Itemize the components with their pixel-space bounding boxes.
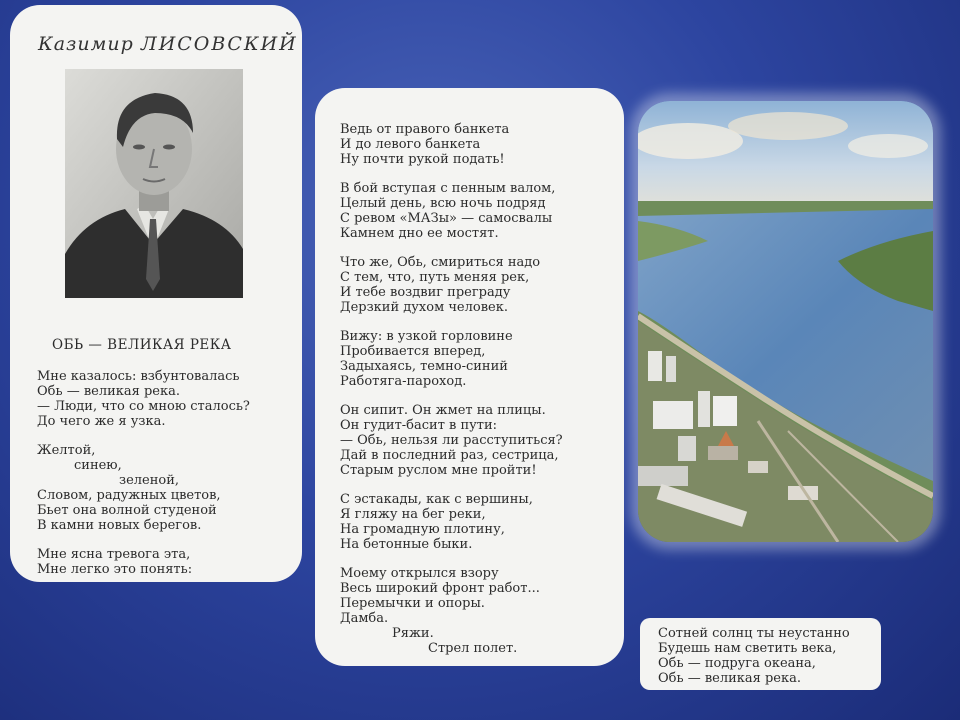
poem-line: Дамба.: [340, 611, 389, 626]
poem-line: С эстакады, как с вершины,: [340, 492, 533, 507]
author-portrait: [65, 69, 243, 298]
poem-text-left: [37, 369, 250, 577]
poem-card-left: [10, 5, 302, 582]
poem-line: Обь — великая река.: [37, 384, 180, 399]
author-surname: ЛИСОВСКИЙ: [140, 33, 298, 55]
stanza: [340, 403, 624, 478]
poem-line: Ну почти рукой подать!: [340, 152, 505, 167]
poem-line: Целый день, всю ночь подряд: [340, 196, 546, 211]
poem-line: Мне казалось: взбунтовалась: [37, 369, 240, 384]
man-portrait-icon: [65, 69, 243, 298]
poem-card-middle: [315, 88, 624, 666]
stanza: [340, 255, 624, 315]
poem-line: Камнем дно ее мостят.: [340, 226, 499, 241]
poem-line: Пробивается вперед,: [340, 344, 486, 359]
poem-line: Работяга-пароход.: [340, 374, 467, 389]
poem-line: Стрел полет.: [428, 641, 518, 656]
poem-line: Дай в последний раз, сестрица,: [340, 448, 559, 463]
poem-line: На громадную плотину,: [340, 522, 505, 537]
poem-line: Весь широкий фронт работ...: [340, 581, 540, 596]
poem-line: Дерзкий духом человек.: [340, 300, 508, 315]
river-aerial-icon: [638, 101, 933, 542]
poem-line: И тебе воздвиг преграду: [340, 285, 511, 300]
poem-line: Он гудит-басит в пути:: [340, 418, 498, 433]
poem-line: зеленой,: [119, 473, 180, 488]
poem-line: Перемычки и опоры.: [340, 596, 485, 611]
poem-line: До чего же я узка.: [37, 414, 166, 429]
stanza: [37, 547, 250, 577]
poem-line: Старым руслом мне пройти!: [340, 463, 537, 478]
poem-line: Он сипит. Он жмет на плицы.: [340, 403, 546, 418]
poem-line: С ревом «МАЗы» — самосвалы: [340, 211, 553, 226]
poem-card-bottom: [640, 618, 881, 690]
poem-line: Мне ясна тревога эта,: [37, 547, 191, 562]
poem-line: Словом, радужных цветов,: [37, 488, 221, 503]
stanza: [340, 329, 624, 389]
poem-line: Вижу: в узкой горловине: [340, 329, 513, 344]
poem-line: И до левого банкета: [340, 137, 481, 152]
stanza: [37, 369, 250, 429]
poem-line: Обь — великая река.: [658, 671, 801, 686]
poem-line: Будешь нам светить века,: [658, 641, 837, 656]
poem-line: Обь — подруга океана,: [658, 656, 816, 671]
stanza: [340, 181, 624, 241]
poem-line: — Обь, нельзя ли расступиться?: [340, 433, 563, 448]
poem-line: Бьет она волной студеной: [37, 503, 217, 518]
poem-line: Ведь от правого банкета: [340, 122, 510, 137]
poem-line: Я гляжу на бег реки,: [340, 507, 486, 522]
poem-line: — Люди, что со мною сталось?: [37, 399, 250, 414]
stanza: [340, 492, 624, 552]
poem-line: В бой вступая с пенным валом,: [340, 181, 556, 196]
author-first-name: Казимир: [38, 33, 134, 55]
poem-line: Что же, Обь, смириться надо: [340, 255, 541, 270]
poem-line: Моему открылся взору: [340, 566, 499, 581]
poem-line: В камни новых берегов.: [37, 518, 202, 533]
stanza: [340, 122, 624, 167]
stanza: [37, 443, 250, 533]
poem-line: С тем, что, путь меняя рек,: [340, 270, 530, 285]
river-city-photo: [638, 101, 933, 542]
poem-line: синею,: [74, 458, 122, 473]
poem-line: На бетонные быки.: [340, 537, 473, 552]
poem-line: Мне легко это понять:: [37, 562, 193, 577]
stanza: [340, 566, 624, 656]
poem-line: Желтой,: [37, 443, 96, 458]
poem-line: Сотней солнц ты неустанно: [658, 626, 850, 641]
poem-title: ОБЬ — ВЕЛИКАЯ РЕКА: [52, 337, 232, 353]
poem-line: Задыхаясь, темно-синий: [340, 359, 508, 374]
poem-line: Ряжи.: [392, 626, 434, 641]
author-name: [38, 33, 298, 55]
